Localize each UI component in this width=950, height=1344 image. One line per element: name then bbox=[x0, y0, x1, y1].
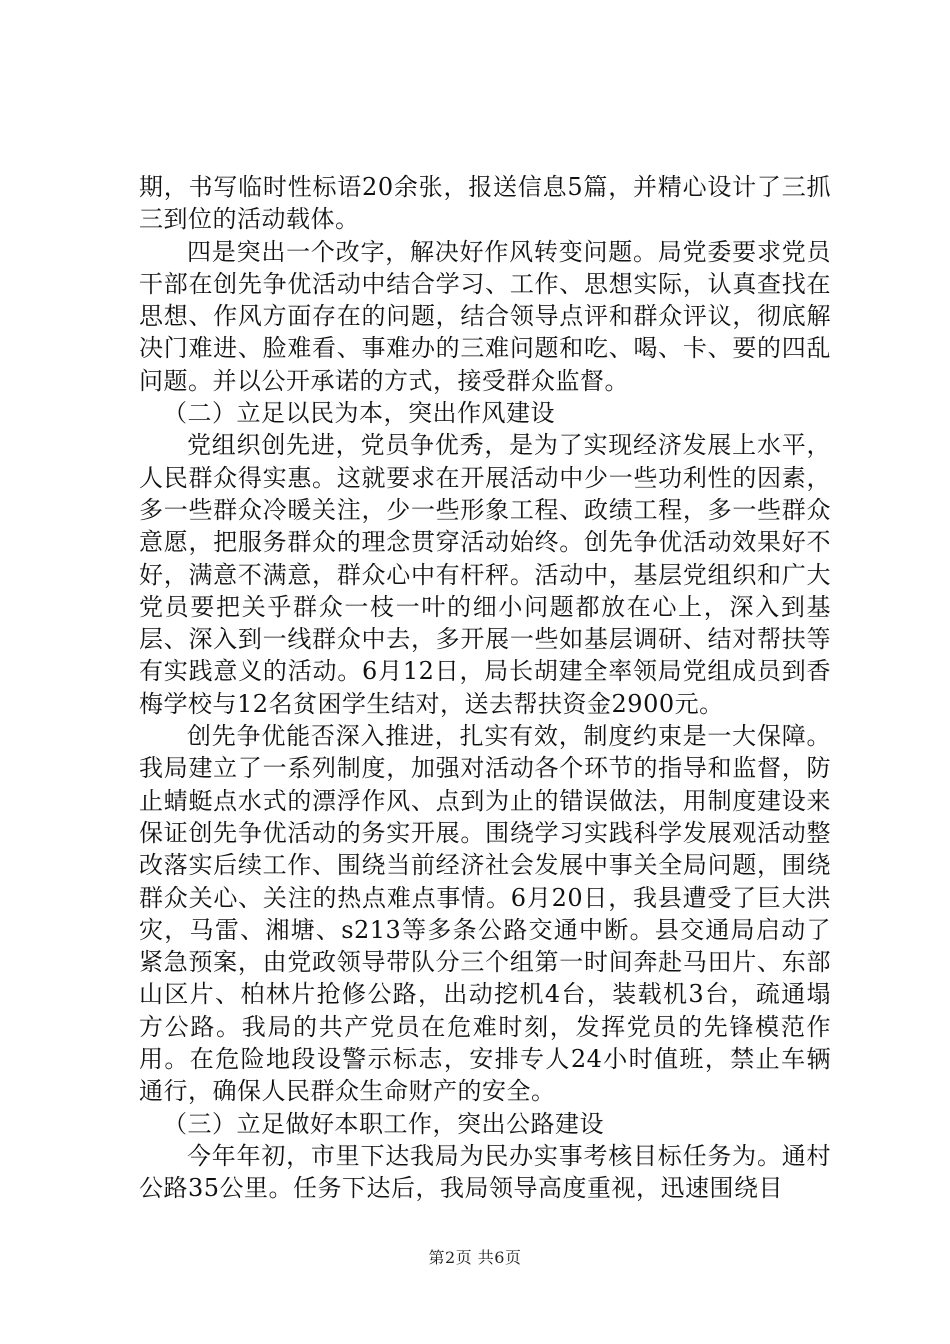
section-heading-three: （三）立足做好本职工作，突出公路建设 bbox=[163, 1109, 604, 1138]
section-heading-two: （二）立足以民为本，突出作风建设 bbox=[163, 399, 555, 428]
paragraph-continuation: 期，书写临时性标语20余张，报送信息5篇，并精心设计了三抓三到位的活动载体。 bbox=[139, 173, 831, 234]
page-number-label: 第2页 共6页 bbox=[428, 1248, 522, 1267]
paragraph-section-two-2: 创先争优能否深入推进，扎实有效，制度约束是一大保障。我局建立了一系列制度，加强对活动各个环节的指导和监督，防止蜻蜓点水式的漂浮作风、点到为止的错误做法，用制度建设来保证创先争优活动的务实开展。围绕学习实践科学发展观活动整改落实后续工作、围绕当前经济社会发展中事关全局问题，围绕群众关心、关注的热点难点事情。6月20日，我县遭受了巨大洪灾，马雷、湘塘、s213等多条公路交通中断。县交通局启动了紧急预案，由党政领导带队分三个组第一时间奔赴马田片、东部山区片、柏林片抢修公路，出动挖机4台，装载机3台，疏通塌方公路。我局的共产党员在危难时刻，发挥党员的先锋模范作用。在危险地段设警示标志，安排专人24小时值班，禁止车辆通行，确保人民群众生命财产的安全。 bbox=[139, 722, 831, 1106]
paragraph-section-three-1: 今年年初，市里下达我局为民办实事考核目标任务为。通村公路35公里。任务下达后，我局领导高度重视，迅速围绕目 bbox=[139, 1141, 831, 1203]
document-body bbox=[139, 171, 831, 1205]
paragraph-section-two-1: 党组织创先进，党员争优秀，是为了实现经济发展上水平，人民群众得实惠。这就要求在开展活动中少一些功利性的因素，多一些群众冷暖关注，少一些形象工程、政绩工程，多一些群众意愿，把服务群众的理念贯穿活动始终。创先争优活动效果好不好，满意不满意，群众心中有杆秤。活动中，基层党组织和广大党员要把关乎群众一枝一叶的细小问题都放在心上，深入到基层、深入到一线群众中去，多开展一些如基层调研、结对帮扶等有实践意义的活动。6月12日，局长胡建全率领局党组成员到香梅学校与12名贫困学生结对，送去帮扶资金2900元。 bbox=[139, 431, 831, 718]
paragraph-point-four: 四是突出一个改字，解决好作风转变问题。局党委要求党员干部在创先争优活动中结合学习、工作、思想实际，认真查找在思想、作风方面存在的问题，结合领导点评和群众评议，彻底解决门难进、脸难看、事难办的三难问题和吃、喝、卡、要的四乱问题。并以公开承诺的方式，接受群众监督。 bbox=[139, 237, 831, 395]
page-footer bbox=[0, 1245, 950, 1268]
